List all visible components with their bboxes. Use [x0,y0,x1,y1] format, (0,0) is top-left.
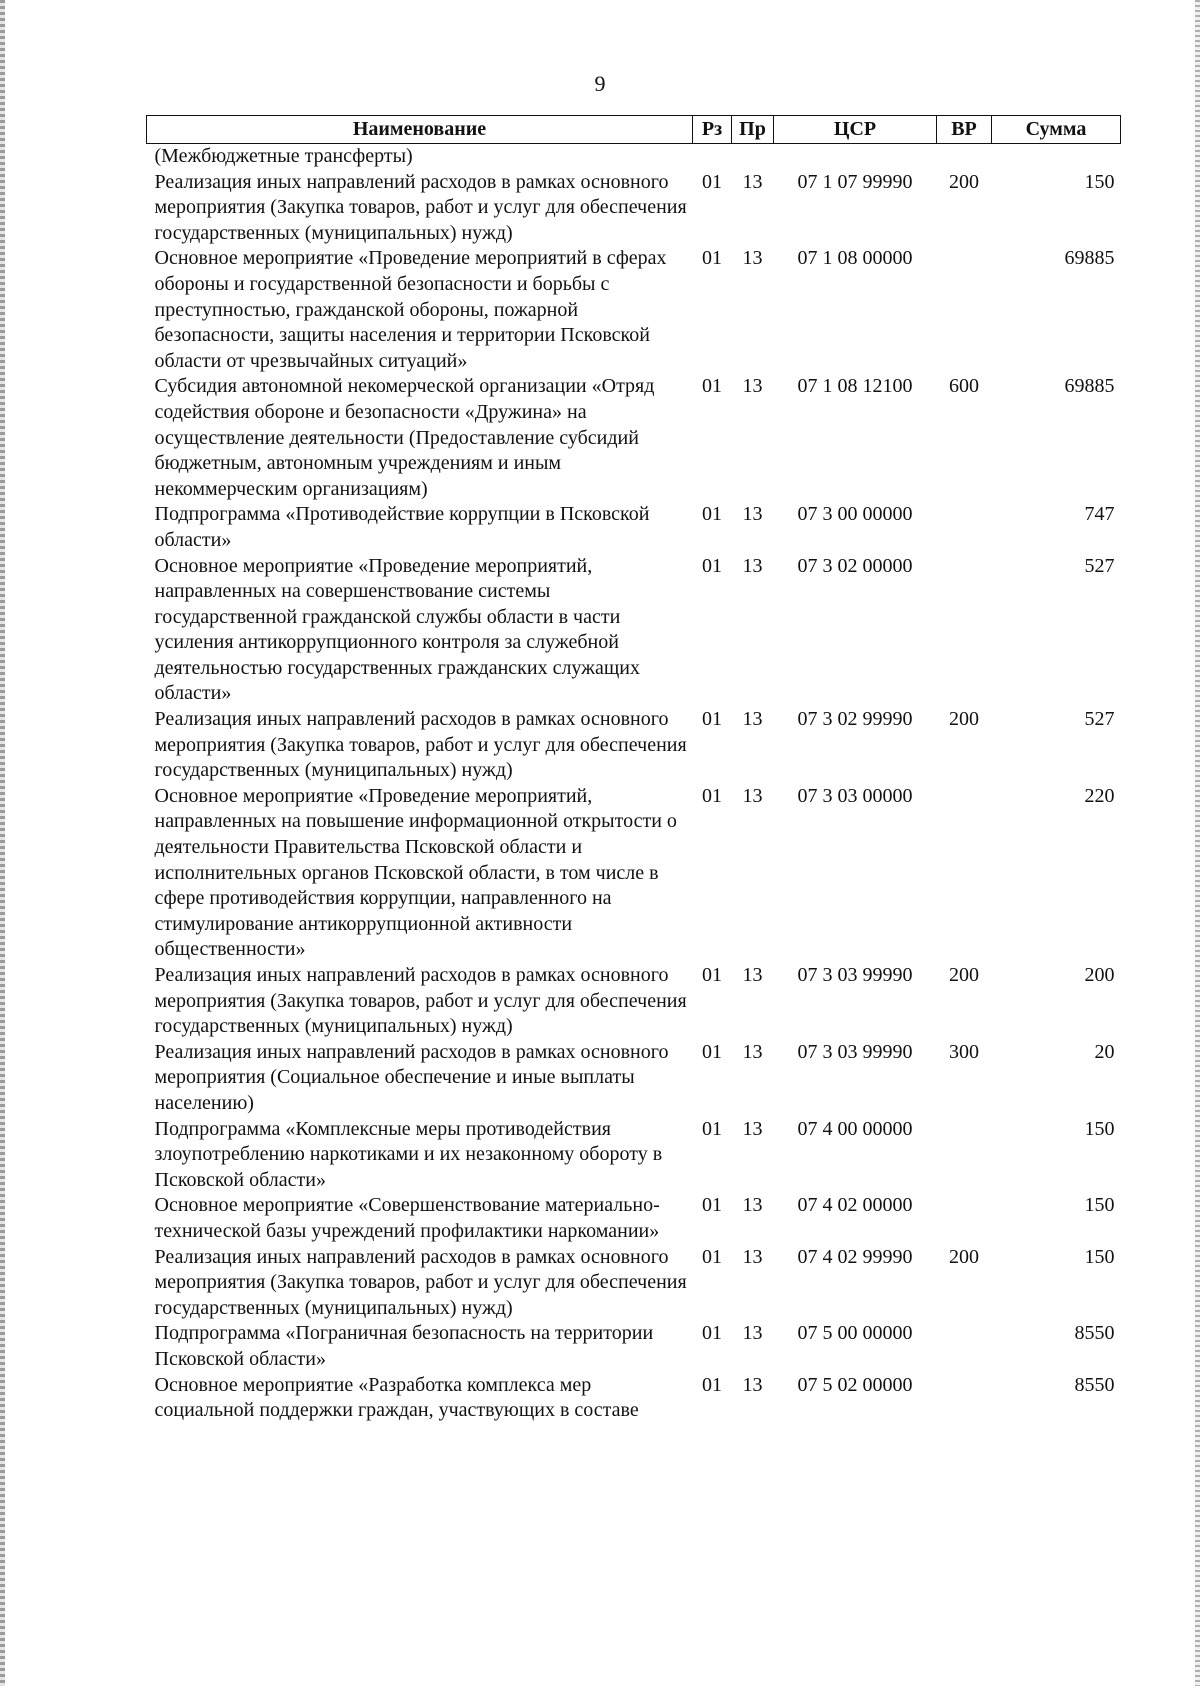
cell-rz: 01 [702,1245,722,1268]
cell-pr: 13 [742,375,763,398]
cell-csr: 07 4 02 99990 [797,1245,913,1268]
cell-pr [732,144,774,170]
cell-sum: 200 [1084,964,1115,986]
scan-edge-left [0,0,5,1686]
cell-sum: 8550 [1074,1373,1115,1396]
cell-rz: 01 [702,247,722,270]
cell-vr: 600 [949,375,979,398]
header-vr: ВР [937,116,992,144]
table-row [147,963,1121,1040]
cell-pr: 13 [742,1194,763,1217]
header-csr: ЦСР [774,116,937,144]
cell-vr [937,1193,992,1244]
cell-name: Основное мероприятие «Проведение мероприятий, направленных на совершенствование системы государственной гражданской службы области в части усиления антикоррупционного контроля за служебной деятельностью государственных гражданских служащих области» [154,554,640,705]
cell-name: Реализация иных направлений расходов в рамках основного мероприятия (Закупка товаров, работ и услуг для обеспечения государственных (муниципальных) нужд) [154,1245,687,1319]
cell-csr: 07 3 00 00000 [797,503,913,526]
cell-name: Реализация иных направлений расходов в рамках основного мероприятия (Закупка товаров, работ и услуг для обеспечения государственных (муниципальных) нужд) [154,708,687,782]
table-row [147,1193,1121,1244]
table-body [147,144,1121,1424]
cell-vr: 200 [949,708,979,731]
cell-vr [937,502,992,553]
cell-rz: 01 [702,375,722,398]
cell-vr [937,246,992,374]
cell-pr: 13 [742,1117,763,1140]
cell-csr: 07 1 08 12100 [797,375,913,398]
cell-pr: 13 [742,1322,763,1345]
cell-csr: 07 4 02 00000 [797,1194,913,1217]
cell-sum [992,144,1121,170]
cell-rz: 01 [702,1194,722,1217]
cell-pr: 13 [742,247,763,270]
cell-sum: 527 [1084,554,1115,577]
cell-name: (Межбюджетные трансферты) [154,145,413,167]
cell-rz: 01 [702,554,722,577]
table-header [147,116,1121,144]
cell-vr [937,554,992,708]
cell-sum: 150 [1084,1245,1115,1268]
cell-vr: 200 [949,964,979,986]
cell-name: Реализация иных направлений расходов в рамках основного мероприятия (Социальное обеспечение и иные выплаты населению) [154,1040,669,1114]
cell-name: Основное мероприятие «Совершенствование материально-технической базы учреждений профилактики наркомании» [154,1194,660,1242]
cell-csr: 07 1 08 00000 [797,247,913,270]
cell-pr: 13 [742,170,763,193]
header-sum: Сумма [992,116,1121,144]
page-number: 9 [594,71,606,96]
cell-csr: 07 3 03 99990 [797,1040,913,1063]
cell-sum: 8550 [1074,1322,1115,1345]
cell-csr: 07 3 03 99990 [797,964,913,986]
cell-pr: 13 [742,503,763,526]
table-row [147,170,1121,247]
cell-csr: 07 1 07 99990 [797,170,913,193]
budget-table-container [146,115,1120,1424]
cell-name: Подпрограмма «Комплексные меры противодействия злоупотреблению наркотиками и их незаконному обороту в Псковской области» [154,1117,663,1191]
cell-name: Подпрограмма «Противодействие коррупции в Псковской области» [154,503,650,551]
cell-sum: 150 [1084,170,1115,193]
cell-name: Основное мероприятие «Проведение мероприятий, направленных на повышение информационной открытости о деятельности Правительства Псковской области и исполнительных органов Псковской области, в том числе в сфере противодействия коррупции, направленного на стимулирование антикоррупционной активности общественности» [154,784,677,961]
cell-pr: 13 [742,964,763,986]
cell-name: Субсидия автономной некомерческой организации «Отряд содействия обороне и безопасности «Дружина» на осуществление деятельности (Предоставление субсидий бюджетным, автономным учреждениям и иным некоммерческим организациям) [154,375,655,500]
cell-vr [937,1321,992,1372]
table-row [147,1321,1121,1372]
cell-name: Основное мероприятие «Разработка комплекса мер социальной поддержки граждан, участвующих в составе [154,1373,639,1422]
cell-rz: 01 [702,1040,722,1063]
cell-sum: 150 [1084,1117,1115,1140]
table-row [147,1245,1121,1322]
table-row [147,374,1121,502]
table-row [147,707,1121,784]
table-row [147,1373,1121,1424]
cell-sum: 220 [1084,784,1115,807]
cell-rz: 01 [702,964,722,986]
table-row [147,1040,1121,1117]
cell-rz: 01 [702,1117,722,1140]
cell-rz: 01 [702,170,722,193]
cell-vr [937,1117,992,1194]
cell-csr: 07 3 03 00000 [797,784,913,807]
table-row [147,502,1121,553]
cell-csr: 07 5 02 00000 [797,1373,913,1396]
cell-pr: 13 [742,784,763,807]
table-row [147,246,1121,374]
cell-sum: 150 [1084,1194,1115,1217]
cell-rz: 01 [702,503,722,526]
cell-sum: 69885 [1064,247,1115,270]
cell-vr: 300 [949,1040,979,1063]
cell-pr: 13 [742,708,763,731]
cell-pr: 13 [742,1245,763,1268]
cell-rz: 01 [702,1373,722,1396]
table-row [147,554,1121,708]
cell-sum: 20 [1094,1040,1115,1063]
cell-pr: 13 [742,1040,763,1063]
cell-csr: 07 3 02 00000 [797,554,913,577]
cell-rz: 01 [702,784,722,807]
cell-sum: 527 [1084,708,1115,731]
header-pr: Пр [732,116,774,144]
cell-name: Реализация иных направлений расходов в рамках основного мероприятия (Закупка товаров, работ и услуг для обеспечения государственных (муниципальных) нужд) [154,964,687,1038]
cell-name: Реализация иных направлений расходов в рамках основного мероприятия (Закупка товаров, работ и услуг для обеспечения государственных (муниципальных) нужд) [154,170,687,244]
table-row [147,144,1121,170]
cell-vr [937,144,992,170]
cell-vr: 200 [949,1245,979,1268]
table-row [147,784,1121,963]
header-rz: Рз [693,116,732,144]
cell-csr: 07 5 00 00000 [797,1322,913,1345]
cell-sum: 69885 [1064,375,1115,398]
header-name: Наименование [147,116,693,144]
cell-vr [937,784,992,963]
cell-sum: 747 [1084,503,1115,526]
cell-rz: 01 [702,1322,722,1345]
cell-csr: 07 3 02 99990 [797,708,913,731]
cell-csr [774,144,937,170]
cell-vr [937,1373,992,1424]
header-row [147,116,1121,144]
table-row [147,1117,1121,1194]
cell-pr: 13 [742,1373,763,1396]
cell-name: Подпрограмма «Пограничная безопасность на территории Псковской области» [154,1322,654,1370]
budget-table [146,115,1121,1424]
cell-rz [693,144,732,170]
cell-pr: 13 [742,554,763,577]
cell-rz: 01 [702,708,722,731]
cell-csr: 07 4 00 00000 [797,1117,913,1140]
cell-vr: 200 [949,170,979,193]
scan-edge-right [1195,0,1200,1686]
cell-name: Основное мероприятие «Проведение мероприятий в сферах обороны и государственной безопасности и борьбы с преступностью, гражданской обороны, пожарной безопасности, защиты населения и территории Псковской области от чрезвычайных ситуаций» [154,247,667,372]
